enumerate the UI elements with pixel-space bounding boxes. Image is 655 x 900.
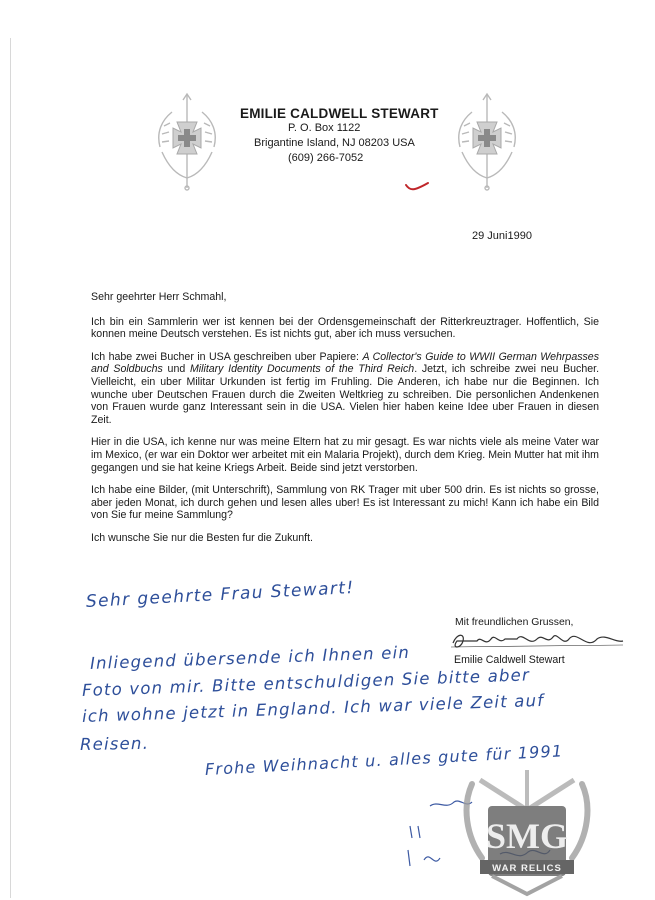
svg-text:WAR RELICS: WAR RELICS: [492, 863, 562, 874]
sender-phone: (609) 266-7052: [288, 152, 364, 164]
letter-date: 29 Juni1990: [472, 230, 532, 242]
red-check-mark: [404, 181, 430, 193]
page-edge: [10, 38, 11, 898]
handwritten-line-1: Inliegend übersende ich Ihnen ein: [89, 642, 411, 673]
paragraph-2: [91, 351, 599, 427]
letterhead: [240, 106, 450, 166]
paragraph-3: Hier in die USA, ich kenne nur was meine Eltern hat zu mir gesagt. Es war nichts viele als meine Vater war im Mexico, (er war ein Doktor wer arbeitet mit ein Malaria Projekt), durch dem Krieg. Mein Mutter hat mit ihm gegangen und sie hat keine Kriegs Arbeit. Beide sind jetzt verstorben.: [91, 436, 599, 474]
handwritten-line-4: Reisen.: [79, 733, 150, 754]
paragraph-5: Ich wunsche Sie nur die Besten fur die Zukunft.: [91, 531, 314, 544]
typed-signature-name: Emilie Caldwell Stewart: [454, 654, 565, 666]
sender-city: Brigantine Island, NJ 08203 USA: [254, 137, 415, 149]
letter-body: [91, 291, 599, 555]
handwritten-signature: [447, 627, 627, 657]
paragraph-2-text-c: . Jetzt, ich schreibe zwei neu Bucher. Vielleicht, ein uber Militar Urkunden ist fertig im Fruhling. Die Anderen, ich habe nur die Beginnen. Ich wunche uber Deutschen Frauen durch die Zweiten Weltkrieg zu schreiben. Die personlichen Andenkenen von Frauen wurde ganz Interessant sein in die USA. Vielen hier haben keine Idee uber Frauen in diesen Zeit.: [91, 363, 600, 426]
paragraph-4: Ich habe eine Bilder, (mit Unterschrift), Sammlung von RK Trager mit uber 500 drin. Es ist nichts so grosse, aber jeden Monat, ich durch gehen und lesen alles uber! Es ist Interessant zu mich! Kann ich habe ein Bild von Sie fur meine Sammlung?: [91, 484, 599, 522]
iron-cross-wreath-emblem-left: [152, 92, 222, 192]
sender-name: EMILIE CALDWELL STEWART: [240, 106, 439, 121]
closing: Mit freundlichen Grussen,: [455, 617, 574, 628]
paragraph-2-text-a: Ich habe zwei Bucher in USA geschreiben uber Papiere:: [91, 350, 363, 363]
war-relics-watermark-logo: [452, 766, 602, 898]
salutation: Sehr geehrter Herr Schmahl,: [91, 291, 227, 303]
handwritten-line-5: Frohe Weihnacht u. alles gute für 1991: [204, 741, 564, 779]
svg-text:SMG: SMG: [485, 816, 569, 856]
handwritten-line-2: Foto von mir. Bitte entschuldigen Sie bitte aber: [81, 665, 531, 700]
iron-cross-wreath-emblem-right: [452, 92, 522, 192]
handwritten-greeting: Sehr geehrte Frau Stewart!: [85, 577, 356, 612]
sender-po-box: P. O. Box 1122: [288, 122, 361, 134]
handwritten-line-3: ich wohne jetzt in England. Ich war viele Zeit auf: [81, 690, 545, 726]
book-title-2: Military Identity Documents of the Third Reich: [189, 363, 415, 376]
book-title-1: A Collector's Guide to WWII German Wehrpasses and Soldbuchs: [91, 350, 599, 376]
paragraph-1: Ich bin ein Sammlerin wer ist kennen bei der Ordensgemeinschaft der Ritterkreuztrager. Hoffentlich, Sie konnen meine Deutsch verstehen. Es ist nichts gut, aber ich muss versuchen.: [91, 315, 599, 341]
paragraph-2-text-b: und: [162, 363, 190, 376]
